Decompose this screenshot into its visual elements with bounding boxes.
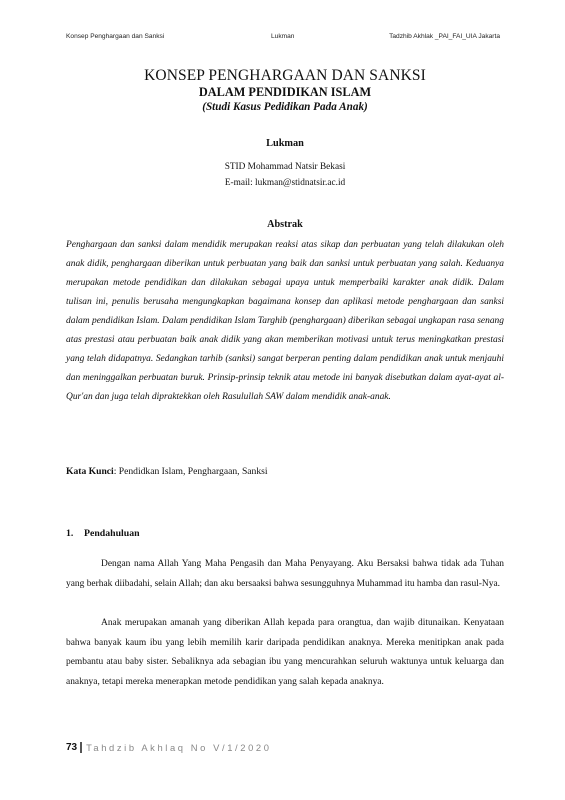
running-header-left: Konsep Penghargaan dan Sanksi xyxy=(66,33,165,40)
author-affiliation xyxy=(66,160,504,191)
body-paragraph: Dengan nama Allah Yang Maha Pengasih dan Maha Penyayang. Aku Bersaksi bahwa tidak ada Tuhan yang berhak diibadahi, selain Allah; dan aku bersaaksi bahwa sesungguhnya Muhammad itu hamba dan rasul-Nya. xyxy=(66,559,504,589)
title-block xyxy=(66,66,504,114)
section-heading xyxy=(66,528,140,539)
running-header-journal: Tadzhib Akhlak _PAI_FAI_UIA Jakarta xyxy=(389,33,500,40)
keywords-value: : Pendidkan Islam, Penghargaan, Sanksi xyxy=(113,466,268,477)
body-paragraph: Anak merupakan amanah yang diberikan Allah kepada para orangtua, dan wajib ditunaikan. Kenyataan bahwa banyak kaum ibu yang lebih memilih karir daripada pendidikan anaknya. Mereka menitipkan anak pada pembantu atau baby sister. Sebaliknya ada sebagian ibu yang mencurahkan seluruh waktunya untuk keluarga dan anaknya, tetapi mereka menerapkan metode pendidikan yang salah kepada anaknya. xyxy=(66,618,504,687)
paper-title: KONSEP PENGHARGAAN DAN SANKSI xyxy=(144,67,426,84)
footer-journal: Tahdzib Akhlaq No V/1/2020 xyxy=(86,741,272,753)
abstract-heading: Abstrak xyxy=(267,219,303,230)
author-name: Lukman xyxy=(266,138,304,149)
abstract-text: Penghargaan dan sanksi dalam mendidik merupakan reaksi atas sikap dan perbuatan yang telah dilakukan oleh anak didik, penghargaan diberikan untuk perbuatan yang baik dan sanksi untuk perbuatan yang salah. Keduanya merupakan metode pendidikan dan dilakukan sebagai upaya untuk memperbaiki karakter anak didik. Dalam tulisan ini, penulis berusaha mengungkapkan bagaimana konsep dan aplikasi metode penghargaan dan sanksi dalam pendidikan Islam. Dalam pendidikan Islam Targhib (penghargaan) diberikan sebagai ungkapan rasa senang atas prestasi atau perbuatan baik anak didik yang akan memberikan motivasi untuk terus meningkatkan prestasi yang telah didapatnya. Sedangkan tarhib (sanksi) sangat berperan penting dalam pendidikan anak untuk menjauhi dan meninggalkan perbuatan buruk. Prinsip-prinsip teknik atau metode ini banyak disebutkan dalam ayat-ayat al-Qur'an dan juga telah dipraktekkan oleh Rasulullah SAW dalam mendidik anak-anak. xyxy=(66,240,504,402)
running-header xyxy=(66,33,504,47)
author-email: E-mail: lukman@stidnatsir.ac.id xyxy=(224,177,346,188)
running-header-author: Lukman xyxy=(271,33,295,40)
paper-subtitle: DALAM PENDIDIKAN ISLAM xyxy=(198,85,372,99)
author-institution: STID Mohammad Natsir Bekasi xyxy=(224,162,346,172)
page-footer xyxy=(66,740,272,754)
paper-case-study: (Studi Kasus Pedidikan Pada Anak) xyxy=(202,101,368,113)
section-title: Pendahuluan xyxy=(84,528,140,539)
page-number: 73 xyxy=(66,741,78,753)
keywords xyxy=(66,466,504,477)
footer-divider xyxy=(80,742,82,753)
keywords-label: Kata Kunci xyxy=(66,466,114,477)
section-number: 1. xyxy=(66,528,74,539)
